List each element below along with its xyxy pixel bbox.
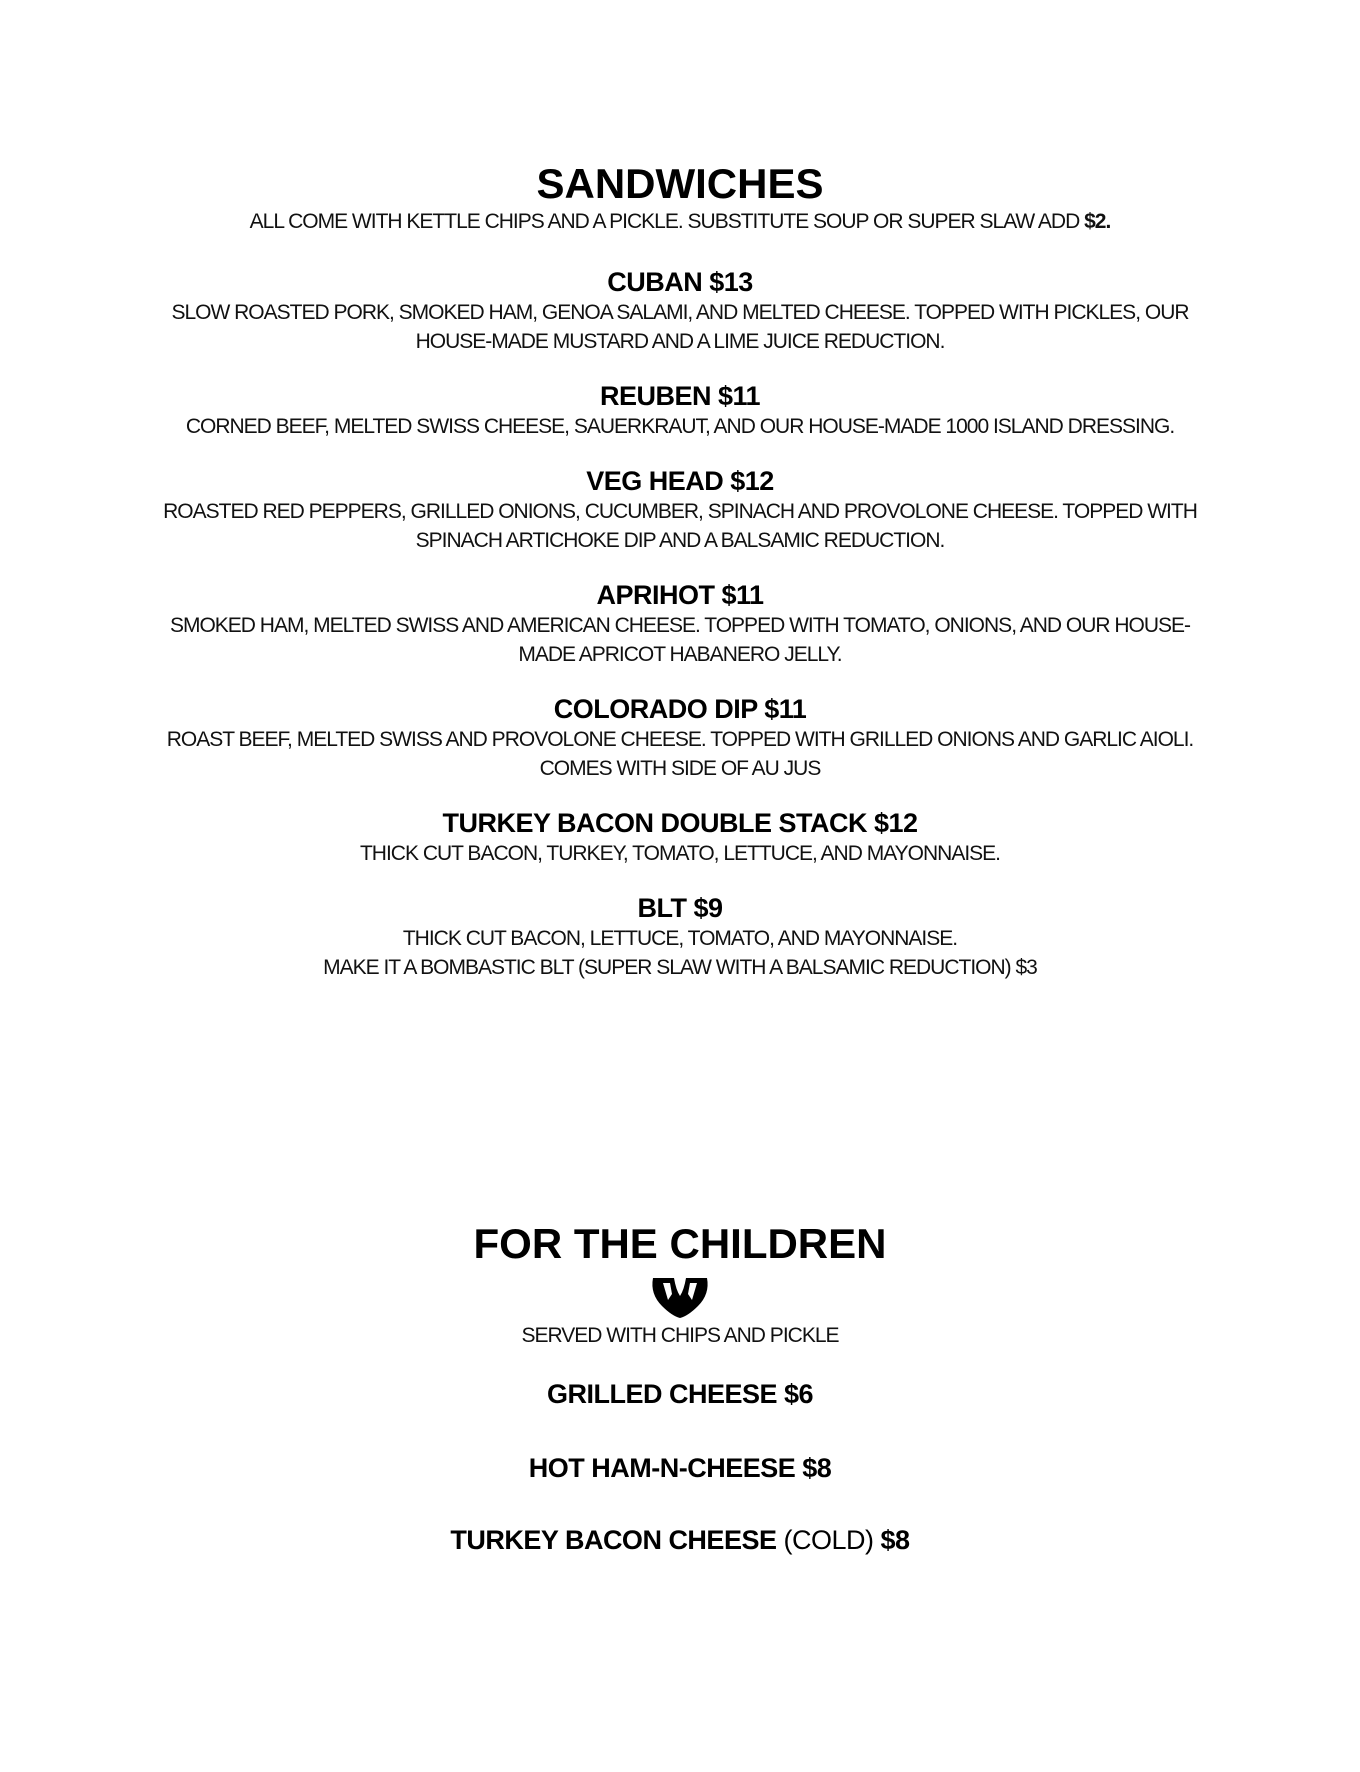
section-subtitle: SERVED WITH CHIPS AND PICKLE <box>521 1324 839 1347</box>
wu-tang-logo-icon <box>650 1274 710 1318</box>
kids-item-name: TURKEY BACON CHEESE <box>450 1525 777 1555</box>
section-title: SANDWICHES <box>536 160 824 207</box>
menu-item <box>0 465 1360 555</box>
children-section <box>0 1220 1360 1556</box>
item-description <box>160 412 1200 441</box>
section-subtitle <box>0 208 1360 236</box>
item-description <box>160 839 1200 868</box>
kids-menu-item <box>0 1524 1360 1556</box>
item-name: BLT $9 <box>637 893 723 923</box>
subtitle-text: ALL COME WITH KETTLE CHIPS AND A PICKLE. SUBSTITUTE SOUP OR SUPER SLAW ADD <box>249 210 1080 233</box>
description-line: MAKE IT A BOMBASTIC BLT (SUPER SLAW WITH A BALSAMIC REDUCTION) $3 <box>323 956 1037 979</box>
description-line: ROASTED RED PEPPERS, GRILLED ONIONS, CUCUMBER, SPINACH AND PROVOLONE CHEESE. TOPPED WITH <box>163 500 1197 523</box>
menu-item <box>0 380 1360 441</box>
description-line: ROAST BEEF, MELTED SWISS AND PROVOLONE CHEESE. TOPPED WITH GRILLED ONIONS AND GARLIC AIOLI. <box>166 728 1194 751</box>
item-name: VEG HEAD $12 <box>586 466 774 496</box>
menu-item <box>0 579 1360 669</box>
item-name: CUBAN $13 <box>607 267 753 297</box>
subtitle-price: $2. <box>1084 210 1111 233</box>
kids-item-price: $8 <box>880 1525 910 1555</box>
item-name: COLORADO DIP $11 <box>553 694 807 724</box>
menu-item <box>0 892 1360 982</box>
sandwiches-section <box>0 160 1360 982</box>
description-line: COMES WITH SIDE OF AU JUS <box>539 757 821 780</box>
description-line: HOUSE-MADE MUSTARD AND A LIME JUICE REDUCTION. <box>415 330 945 353</box>
description-line: MADE APRICOT HABANERO JELLY. <box>518 643 842 666</box>
menu-item <box>0 693 1360 783</box>
item-name: TURKEY BACON DOUBLE STACK $12 <box>442 808 918 838</box>
item-description <box>160 725 1200 783</box>
menu-item <box>0 807 1360 868</box>
item-description <box>160 298 1200 356</box>
item-description <box>160 611 1200 669</box>
item-name: APRIHOT $11 <box>596 580 764 610</box>
description-line: SPINACH ARTICHOKE DIP AND A BALSAMIC REDUCTION. <box>415 529 945 552</box>
description-line: SLOW ROASTED PORK, SMOKED HAM, GENOA SALAMI, AND MELTED CHEESE. TOPPED WITH PICKLES, OUR <box>171 301 1189 324</box>
kids-item-note: (COLD) <box>783 1525 874 1555</box>
section-title: FOR THE CHILDREN <box>473 1220 887 1267</box>
item-name: REUBEN $11 <box>599 381 761 411</box>
kids-menu-item: HOT HAM-N-CHEESE $8 <box>528 1453 832 1483</box>
description-line: THICK CUT BACON, TURKEY, TOMATO, LETTUCE, AND MAYONNAISE. <box>359 842 1001 865</box>
item-description <box>160 497 1200 555</box>
item-description <box>160 924 1200 982</box>
description-line: CORNED BEEF, MELTED SWISS CHEESE, SAUERKRAUT, AND OUR HOUSE-MADE 1000 ISLAND DRESSING. <box>185 415 1175 438</box>
kids-menu-item: GRILLED CHEESE $6 <box>546 1379 814 1409</box>
description-line: SMOKED HAM, MELTED SWISS AND AMERICAN CHEESE. TOPPED WITH TOMATO, ONIONS, AND OUR HOUSE- <box>169 614 1191 637</box>
description-line: THICK CUT BACON, LETTUCE, TOMATO, AND MAYONNAISE. <box>402 927 958 950</box>
menu-item <box>0 266 1360 356</box>
